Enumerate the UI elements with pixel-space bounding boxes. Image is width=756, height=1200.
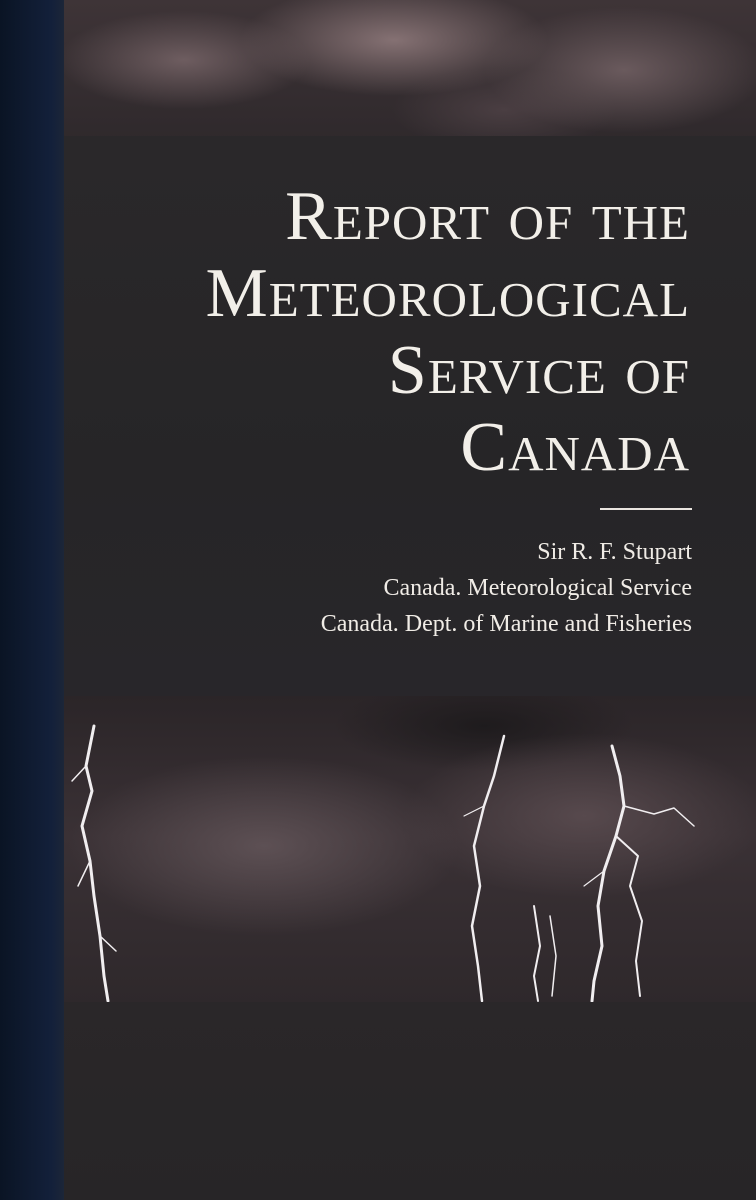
book-title (90, 178, 690, 486)
title-divider (600, 508, 692, 510)
author-name: Sir R. F. Stupart (537, 539, 692, 565)
title-line: Report of the (285, 178, 690, 255)
author-name: Canada. Dept. of Marine and Fisheries (320, 611, 692, 637)
author-list (132, 534, 692, 642)
author-name: Canada. Meteorological Service (383, 575, 692, 601)
title-line: Meteorological (205, 255, 690, 332)
bottom-panel (64, 1002, 756, 1200)
title-line: Service of (387, 332, 690, 409)
spine-edge (0, 0, 64, 1200)
lightning-bolts-illustration (64, 696, 756, 1006)
storm-clouds-image-top (64, 0, 756, 140)
title-line: Canada (460, 409, 690, 486)
